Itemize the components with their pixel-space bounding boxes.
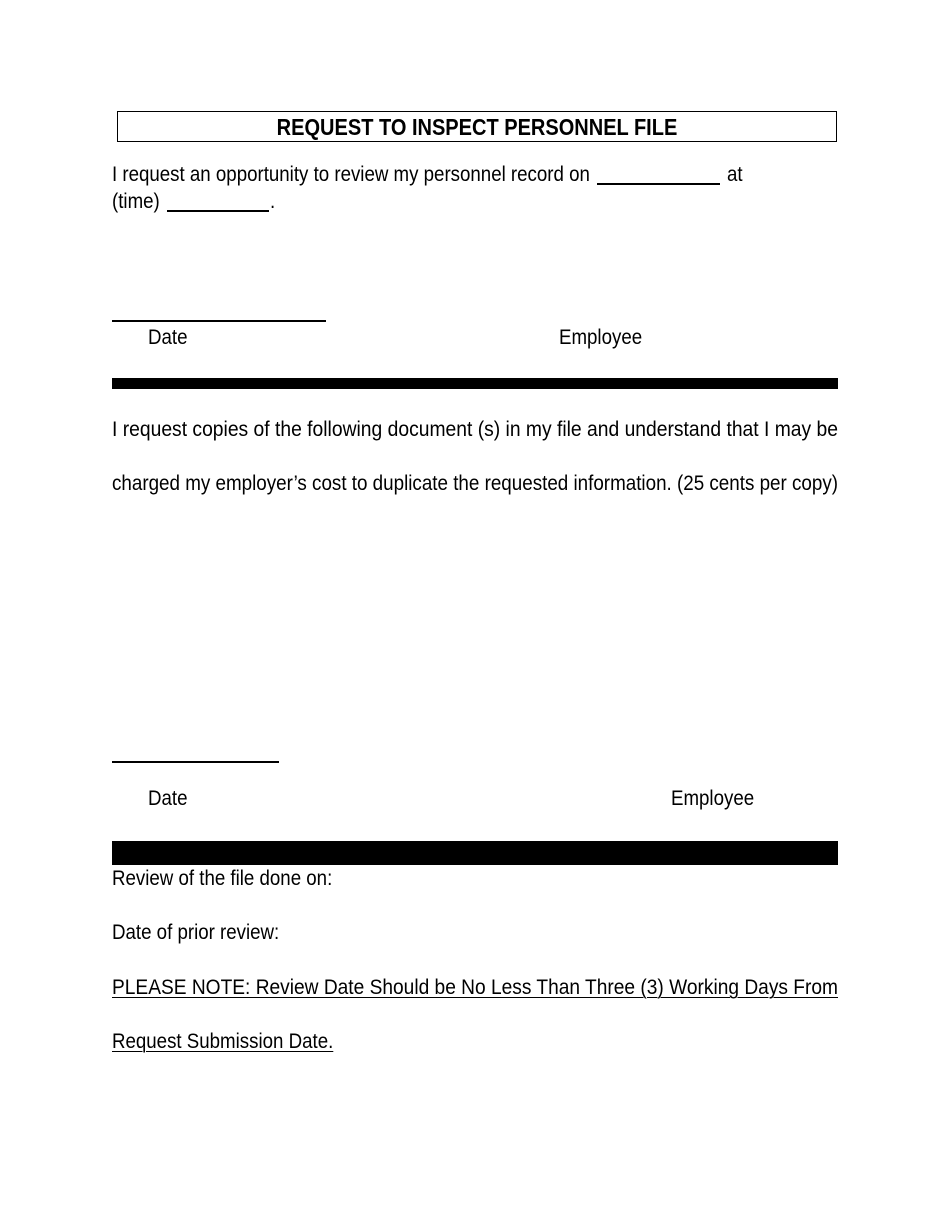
review-date-blank[interactable] [597,183,720,185]
inspect-request-period: . [270,190,276,213]
inspect-request-at: at [727,163,743,186]
please-note-line2: Request Submission Date. [112,1030,334,1053]
copies-request-line2 [112,472,838,496]
copies-request-line2-text: charged my employer’s cost to duplicate the requested information. (25 cents per copy) [112,472,838,495]
date-signature-line-1[interactable] [112,320,326,322]
review-done-label: Review of the file done on: [112,867,333,890]
review-time-blank[interactable] [167,210,269,212]
inspect-request-time-label: (time) [112,190,160,213]
section-divider-2 [112,841,838,865]
prior-review-label: Date of prior review: [112,921,280,944]
date-label-2: Date [148,787,188,810]
copies-request-line1-text: I request copies of the following document (s) in my file and understand that I may be [112,418,838,441]
please-note-line1-text: PLEASE NOTE: Review Date Should be No Less Than Three (3) Working Days From [112,976,838,999]
form-title: REQUEST TO INSPECT PERSONNEL FILE [276,114,678,140]
section-divider-1 [112,378,838,389]
date-label-1: Date [148,326,188,349]
date-signature-line-2[interactable] [112,761,279,763]
employee-label-2: Employee [671,787,755,810]
inspect-request-line1: I request an opportunity to review my personnel record on [112,163,590,186]
please-note-line1 [112,976,838,1000]
copies-request-line1 [112,418,838,442]
form-title-box [117,111,837,142]
employee-label-1: Employee [559,326,643,349]
